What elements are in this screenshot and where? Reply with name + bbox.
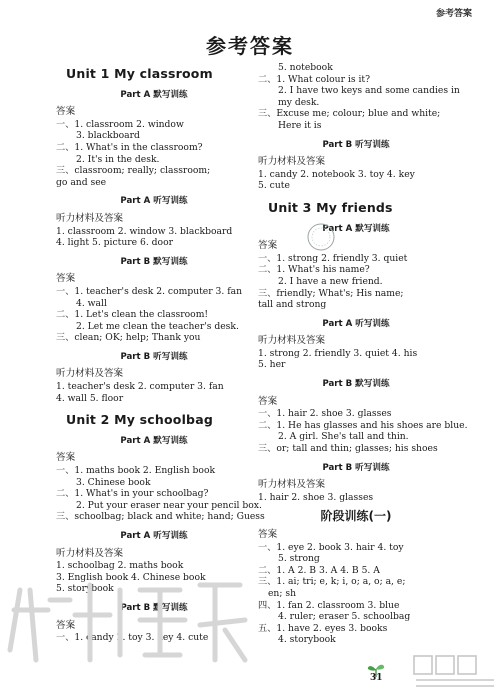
- answer-line: 5. notebook: [278, 62, 333, 73]
- answer-line: 1. candy 2. notebook 3. toy 4. key: [258, 168, 415, 180]
- answer-line: 3. Chinese book: [76, 476, 151, 488]
- answer-line: 4. wall 5. floor: [56, 392, 124, 404]
- section-label: 听力材料及答案: [258, 479, 326, 491]
- answer-line: 5. cute: [258, 180, 290, 192]
- answer-line: 三、clean; OK; help; Thank you: [56, 332, 201, 344]
- unit1-parta-listening: Part A 听写训练: [120, 196, 188, 207]
- section-label: 答案: [258, 529, 278, 540]
- unit3-partb-listening: Part B 听写训练: [322, 462, 390, 473]
- section-label: 答案: [56, 619, 76, 631]
- unit2-parta-listening: Part A 听写训练: [120, 531, 188, 541]
- unit1-title: Unit 1 My classroom: [66, 66, 213, 81]
- answer-line: 三、Excuse me; colour; blue and white;: [258, 108, 441, 120]
- unit1-partb-dictation: Part B 默写训练: [120, 256, 188, 267]
- answer-line: 5. her: [258, 359, 286, 371]
- left-column: [56, 62, 265, 644]
- answer-line: 二、1. What's in your schoolbag?: [56, 488, 209, 500]
- unit1-partb-listening: Part B 听写训练: [120, 351, 188, 362]
- section-label: 答案: [56, 273, 76, 285]
- answer-line: tall and strong: [258, 299, 327, 311]
- answer-line: 二、1. Let's clean the classroom!: [56, 309, 209, 321]
- answer-line: 一、1. candy 2. toy 3. key 4. cute: [56, 632, 209, 644]
- unit2-partb-listening: Part B 听写训练: [322, 139, 390, 150]
- answer-line: 一、1. hair 2. shoe 3. glasses: [258, 408, 392, 420]
- answer-line: 5. storybook: [56, 583, 114, 595]
- watermark-logo-icon: [410, 652, 500, 694]
- answer-line: 一、1. teacher's desk 2. computer 3. fan: [56, 285, 243, 297]
- answer-line: 2. I have two keys and some candies in: [278, 85, 460, 97]
- answer-line: go and see: [56, 176, 107, 188]
- answer-line: 4. ruler; eraser 5. schoolbag: [278, 611, 411, 623]
- unit3-parta-dictation: Part A 默写训练: [322, 223, 390, 234]
- section-label: 听力材料及答案: [258, 156, 326, 168]
- unit3-title: Unit 3 My friends: [268, 199, 393, 215]
- answer-line: 三、classroom; really; classroom;: [56, 165, 211, 177]
- answer-line: Here it is: [278, 119, 322, 131]
- section-label: 答案: [56, 106, 76, 118]
- answer-line: 二、1. He has glasses and his shoes are blue.: [258, 419, 468, 431]
- answer-line: 三、schoolbag; black and white; hand; Guess: [56, 511, 265, 523]
- answer-line: 2. A girl. She's tall and thin.: [278, 431, 409, 443]
- section-label: 答案: [258, 395, 278, 407]
- answer-line: 三、friendly; What's; His name;: [258, 287, 404, 299]
- answer-line: 4. wall: [76, 297, 107, 309]
- answer-line: 2. It's in the desk.: [76, 153, 160, 165]
- answer-line: my desk.: [278, 96, 320, 108]
- unit2-title: Unit 2 My schoolbag: [66, 412, 213, 428]
- section-label: 听力材料及答案: [56, 368, 124, 380]
- watermark-icon: [0, 560, 250, 670]
- answer-line: 1. teacher's desk 2. computer 3. fan: [56, 381, 224, 393]
- answer-line: 3. English book 4. Chinese book: [56, 571, 206, 583]
- answer-line: en; sh: [268, 587, 297, 599]
- answer-line: 1. hair 2. shoe 3. glasses: [258, 491, 374, 503]
- section-label: 答案: [258, 240, 278, 252]
- answer-line: 1. classroom 2. window 3. blackboard: [56, 225, 233, 237]
- answer-line: 4. light 5. picture 6. door: [56, 237, 174, 249]
- section-label: 听力材料及答案: [258, 335, 326, 347]
- answer-line: 一、1. strong 2. friendly 3. quiet: [258, 252, 408, 264]
- answer-line: 二、1. What colour is it?: [258, 73, 371, 85]
- right-column: [258, 62, 468, 646]
- unit3-parta-listening: Part A 听写训练: [322, 318, 390, 329]
- answer-line: 三、1. ai; tri; e, k; i, o; a, o; a, e;: [258, 576, 406, 588]
- unit1-parta-dictation: Part A 默写训练: [120, 89, 188, 100]
- answer-line: 五、1. have 2. eyes 3. books: [258, 622, 388, 634]
- unit2-partb-dictation: Part B 默写训练: [120, 602, 188, 613]
- answer-line: 5. strong: [278, 553, 320, 565]
- answer-line: 二、1. What's his name?: [258, 264, 370, 276]
- page-number: 31: [370, 673, 383, 683]
- answer-line: 1. schoolbag 2. maths book: [56, 560, 184, 572]
- answer-line: 二、1. A 2. B 3. A 4. B 5. A: [258, 564, 380, 576]
- answer-line: 2. Let me clean the teacher's desk.: [76, 320, 239, 332]
- stamp-icon: [306, 222, 336, 252]
- answer-line: 2. I have a new friend.: [278, 275, 383, 287]
- header-tag: 参考答案: [435, 9, 472, 19]
- answer-line: 4. storybook: [278, 634, 336, 646]
- page-title: 参考答案: [206, 34, 294, 58]
- answer-line: 一、1. eye 2. book 3. hair 4. toy: [258, 541, 404, 553]
- unit2-parta-dictation: Part A 默写训练: [120, 435, 188, 446]
- answer-line: 一、1. classroom 2. window: [56, 118, 184, 130]
- answer-line: 1. strong 2. friendly 3. quiet 4. his: [258, 347, 418, 359]
- answer-line: 2. Put your eraser near your pencil box.: [76, 499, 262, 511]
- unit3-partb-dictation: Part B 默写训练: [322, 379, 390, 390]
- answer-line: 三、or; tall and thin; glasses; his shoes: [258, 443, 438, 455]
- section-label: 听力材料及答案: [56, 212, 124, 224]
- answer-line: 3. blackboard: [76, 130, 140, 142]
- section-label: 听力材料及答案: [56, 547, 124, 559]
- section-label: 答案: [56, 452, 76, 464]
- answer-line: 四、1. fan 2. classroom 3. blue: [258, 599, 400, 611]
- stage-training-title: 阶段训练(一): [320, 509, 392, 524]
- answer-line: 一、1. maths book 2. English book: [56, 465, 216, 477]
- answer-line: 二、1. What's in the classroom?: [56, 141, 203, 153]
